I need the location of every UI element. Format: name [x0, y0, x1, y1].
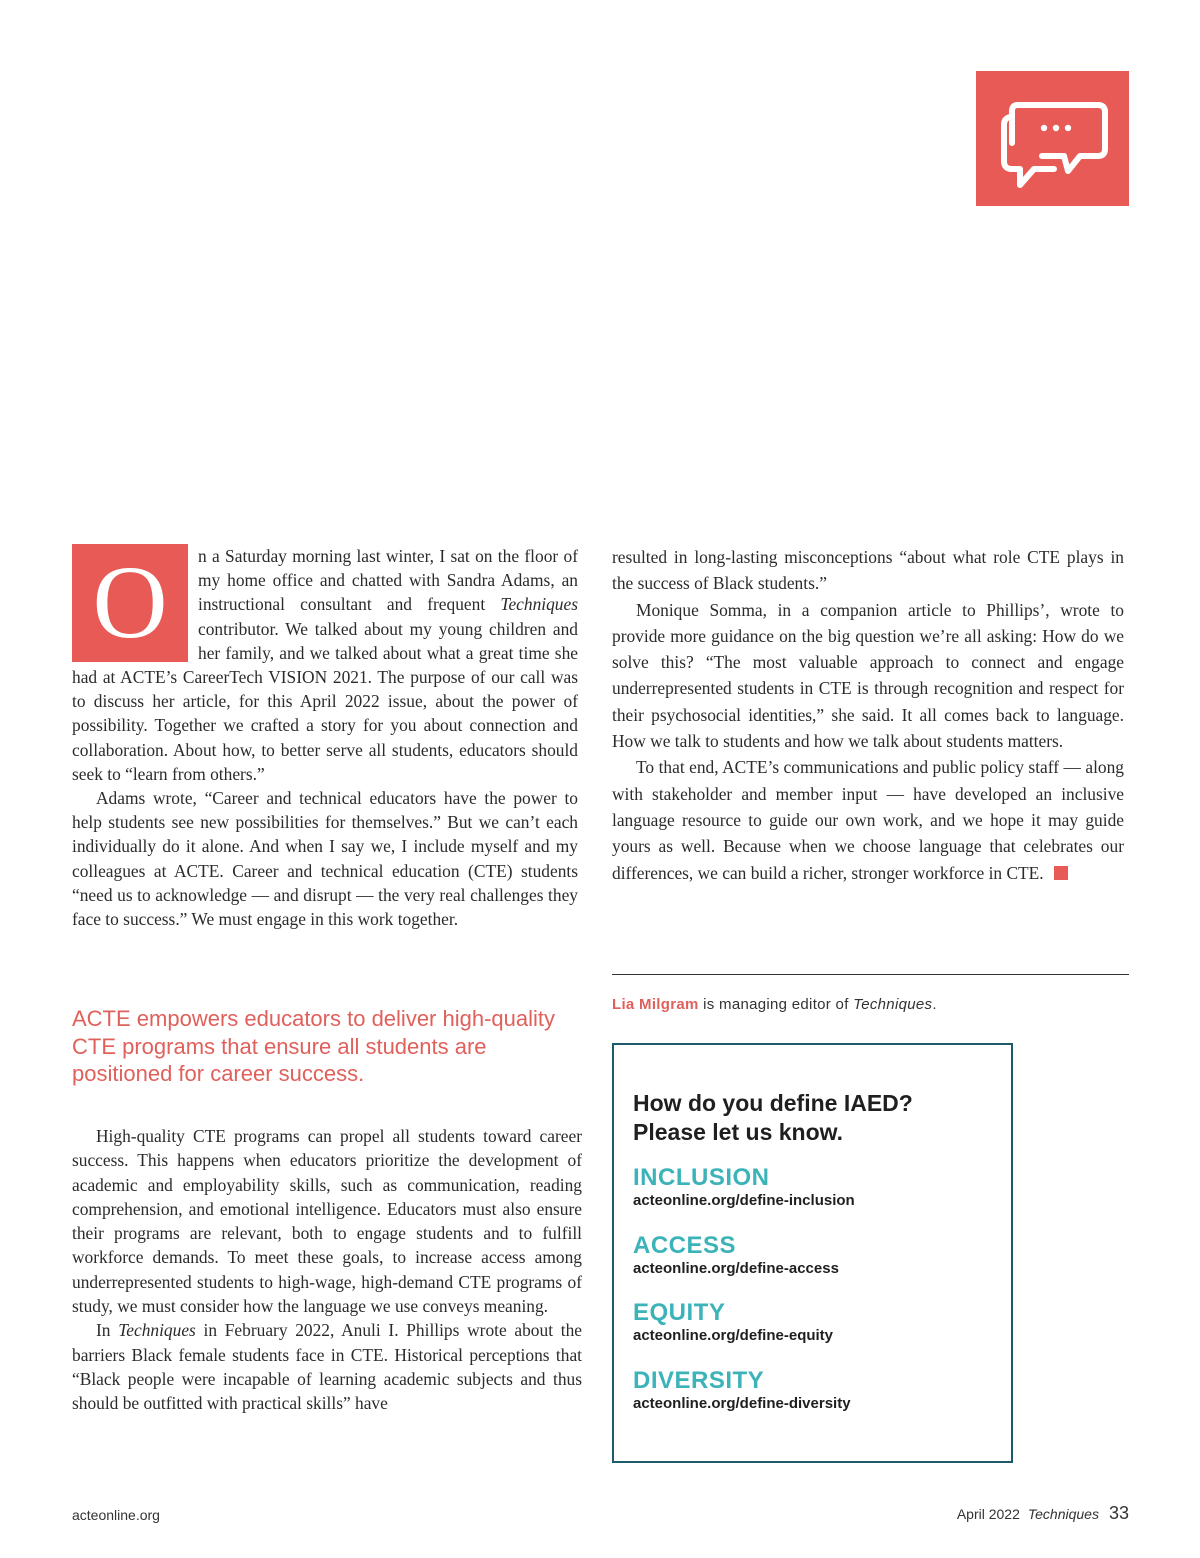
iaed-item-equity: [633, 1300, 833, 1346]
iaed-term: DIVERSITY: [633, 1367, 765, 1394]
paragraph-intro-rest: contributor. We talked about my young children and her family, and we talked about what a great time she had at ACTE’s CareerTech VISION 2021. The purpose of our call was to discuss her article, for this April 2022 issue, about the power of possibility. Together we crafted a story for you about connection and collaboration. About how, to better serve all students, educators should seek to “learn from others.”: [72, 618, 578, 784]
paragraph-adams: Adams wrote, “Career and technical educators have the power to help students see new possibilities for themselves.” But we can’t each individually do it alone. And when I say we, I include myself and my colleagues at ACTE. Career and technical education (CTE) students “need us to acknowledge — and disrupt — the very real challenges they face to success.” We must engage in this work together.: [72, 788, 578, 930]
publication-name: Techniques: [500, 594, 578, 615]
footer-page-info: [957, 1503, 1129, 1524]
page-number: 33: [1108, 1503, 1129, 1523]
iaed-item-diversity: [633, 1368, 851, 1414]
article-column-left: [72, 544, 578, 931]
iaed-term: EQUITY: [633, 1299, 726, 1326]
author-bio: [612, 996, 1129, 1013]
iaed-item-access: [633, 1233, 839, 1279]
paragraph-somma: Monique Somma, in a companion article to Phillips’, wrote to provide more guidance on the big question we’re all asking: How do we solve this? “The most valuable approach to connect and engage underrepresented students in CTE is through recognition and respect for their psychosocial identities,” she said. It all comes back to language. How we talk to students and how we talk about students matters.: [612, 599, 1124, 752]
iaed-title-line1: How do you define IAED?: [633, 1090, 913, 1116]
paragraph-intro-text: n a Saturday morning last winter, I sat on the floor of my home office and chatted with Sandra Adams, an instructional consultant and frequent: [198, 546, 578, 615]
iaed-link[interactable]: acteonline.org/define-access: [633, 1260, 839, 1277]
footer-date: April 2022: [956, 1506, 1020, 1522]
chat-bubbles-icon: [976, 71, 1129, 206]
iaed-callout-box: [612, 1043, 1013, 1463]
end-mark: [1054, 866, 1068, 880]
pull-quote: ACTE empowers educators to deliver high-quality CTE programs that ensure all students are positioned for career success.: [72, 1006, 556, 1086]
iaed-term: INCLUSION: [633, 1164, 770, 1191]
footer-publication: Techniques: [1027, 1506, 1099, 1522]
divider: [612, 974, 1129, 975]
iaed-link[interactable]: acteonline.org/define-equity: [633, 1327, 834, 1344]
article-column-left-lower: [72, 1124, 582, 1416]
publication-name: Techniques: [118, 1320, 196, 1341]
author-bio-text: is managing editor of: [698, 996, 854, 1013]
iaed-title: [633, 1089, 993, 1147]
paragraph-conclusion-text: To that end, ACTE’s communications and public policy staff — along with stakeholder and member input — have developed an inclusive language resource to guide our own work, and we hope it may guide yours as well. Because when we choose language that celebrates our differences, we can build a richer, stronger workforce in CTE.: [612, 757, 1124, 883]
paragraph-high-quality: High-quality CTE programs can propel all students toward career success. This happens when educators prioritize the development of academic and employability skills, such as communication, reading comprehension, and emotional intelligence. Educators must also ensure their programs are relevant, both to engage students and to fulfill workforce demands. To meet these goals, to increase access among underrepresented students to high-wage, high-demand CTE programs of study, we must consider how the language we use conveys meaning.: [72, 1126, 582, 1317]
author-name: Lia Milgram: [612, 996, 699, 1013]
iaed-link[interactable]: acteonline.org/define-diversity: [633, 1395, 851, 1412]
paragraph-phillips-lead: In: [96, 1320, 119, 1341]
footer-site[interactable]: acteonline.org: [72, 1507, 160, 1523]
paragraph-continued: resulted in long-lasting misconceptions “about what role CTE plays in the success of Black students.”: [612, 547, 1124, 594]
iaed-title-line2: Please let us know.: [633, 1119, 844, 1145]
chat-bubbles-icon-svg: [976, 71, 1129, 206]
paragraph-conclusion: [612, 754, 1124, 885]
iaed-item-inclusion: [633, 1165, 855, 1211]
paragraph-phillips: [72, 1318, 582, 1415]
article-column-right: [612, 544, 1124, 886]
paragraph-phillips-rest: in February 2022, Anuli I. Phillips wrote about the barriers Black female students face in CTE. Historical perceptions that “Black people were incapable of learning academic subjects and thus should be outfitted with practical skills” have: [72, 1320, 582, 1414]
iaed-term: ACCESS: [633, 1232, 737, 1259]
drop-cap: O: [72, 544, 188, 662]
publication-name: Techniques: [853, 996, 933, 1013]
iaed-link[interactable]: acteonline.org/define-inclusion: [633, 1192, 855, 1209]
author-bio-end: .: [932, 996, 937, 1013]
